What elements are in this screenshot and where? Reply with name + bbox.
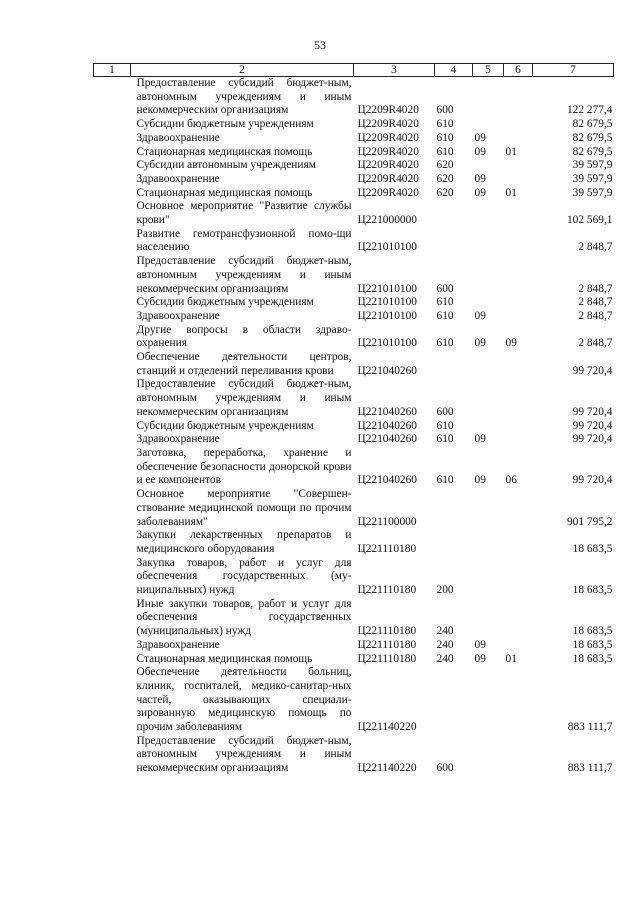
table-row: [94, 173, 614, 187]
section-code: 09: [474, 186, 486, 199]
item-name: Обеспечение деятельности центров, станций и отделений переливания крови: [136, 351, 352, 377]
section-code: [473, 666, 504, 735]
item-name: Стационарная медицинская помощь: [136, 186, 313, 199]
item-name: Основное мероприятие "Развитие службы крови": [136, 200, 352, 227]
expense-type-code: 610: [436, 131, 454, 144]
section-code: [473, 598, 504, 639]
row-number-cell: [94, 735, 131, 776]
amount: 39 597,9: [572, 186, 613, 199]
section-code: 09: [474, 145, 486, 158]
target-article-code: Ц221110180: [357, 542, 417, 555]
row-number-cell: [94, 529, 131, 556]
row-number-cell: [94, 228, 131, 255]
item-name: Субсидии бюджетным учреждениям: [136, 118, 314, 131]
subsection-code: [504, 159, 533, 173]
amount: 39 597,9: [572, 159, 613, 172]
row-number-cell: [94, 77, 131, 119]
amount: 2 848,7: [578, 282, 613, 295]
section-code: 09: [474, 131, 486, 144]
expense-type-code: 240: [436, 638, 454, 651]
amount: 18 683,5: [572, 625, 613, 638]
subsection-code: [504, 255, 533, 296]
target-article-code: Ц221040260: [357, 405, 417, 418]
table-row: [94, 378, 614, 419]
target-article-code: Ц221110180: [357, 638, 417, 651]
expense-type-code: [435, 666, 473, 735]
row-number-cell: [94, 118, 131, 132]
target-article-code: Ц2209R4020: [357, 104, 419, 117]
row-number-cell: [94, 324, 131, 351]
section-code: [473, 296, 504, 310]
table-row: [94, 77, 614, 119]
section-code: [473, 200, 504, 227]
column-header-1: 1: [94, 64, 131, 77]
amount: 82 679,5: [572, 145, 613, 158]
row-number-cell: [94, 173, 131, 187]
target-article-code: Ц221010100: [357, 282, 417, 295]
expense-type-code: 620: [436, 159, 454, 172]
expense-type-code: 240: [436, 652, 454, 665]
table-row: [94, 296, 614, 310]
row-number-cell: [94, 132, 131, 146]
table-row: [94, 200, 614, 227]
expense-type-code: 200: [436, 584, 454, 597]
section-code: [473, 159, 504, 173]
section-code: 09: [474, 433, 486, 446]
column-header-7: 7: [533, 64, 614, 77]
table-row: [94, 557, 614, 598]
section-code: [473, 228, 504, 255]
item-name: Стационарная медицинская помощь: [136, 145, 313, 158]
item-name: Иные закупки товаров, работ и услуг для обеспечения государственных (муниципальных) нужд: [136, 597, 352, 638]
subsection-code: [504, 639, 533, 653]
target-article-code: Ц2209R4020: [357, 172, 419, 185]
row-number-cell: [94, 420, 131, 434]
section-code: 09: [474, 652, 486, 665]
amount: 2 848,7: [578, 241, 613, 254]
row-number-cell: [94, 639, 131, 653]
table-row: [94, 187, 614, 201]
item-name: Здравоохранение: [136, 131, 220, 144]
target-article-code: Ц221040260: [357, 474, 417, 487]
table-row: [94, 310, 614, 324]
target-article-code: Ц221010100: [357, 309, 417, 322]
item-name: Субсидии бюджетным учреждениям: [136, 296, 314, 309]
table-row: [94, 653, 614, 667]
target-article-code: Ц221010100: [357, 296, 417, 309]
table-row: [94, 488, 614, 529]
expense-type-code: 600: [436, 762, 454, 775]
subsection-code: [504, 420, 533, 434]
item-name: Основное мероприятие "Совершен-ствование медицинской помощи по прочим заболеваниям": [136, 488, 352, 528]
table-row: [94, 228, 614, 255]
item-name: Здравоохранение: [136, 433, 220, 446]
amount: 18 683,5: [572, 584, 613, 597]
target-article-code: Ц221040260: [357, 419, 417, 432]
item-name: Здравоохранение: [136, 638, 220, 651]
expense-type-code: 620: [436, 186, 454, 199]
table-row: [94, 639, 614, 653]
expense-type-code: [435, 200, 473, 227]
expense-type-code: 610: [436, 419, 454, 432]
subsection-code: [504, 296, 533, 310]
subsection-code: [504, 488, 533, 529]
amount: 2 848,7: [578, 296, 613, 309]
amount: 39 597,9: [572, 172, 613, 185]
section-code: [473, 351, 504, 378]
expense-type-code: [435, 529, 473, 556]
amount: 2 848,7: [578, 309, 613, 322]
row-number-cell: [94, 200, 131, 227]
subsection-code: [504, 378, 533, 419]
item-name: Предоставление субсидий бюджет-ным, автономным учреждениям и иным некоммерческим организациям: [136, 77, 352, 117]
subsection-code: 01: [505, 652, 517, 665]
target-article-code: Ц221100000: [357, 515, 417, 528]
page-number: 53: [314, 38, 326, 52]
subsection-code: 09: [505, 337, 517, 350]
subsection-code: 06: [505, 474, 517, 487]
row-number-cell: [94, 666, 131, 735]
item-name: Здравоохранение: [136, 172, 220, 185]
target-article-code: Ц2209R4020: [357, 145, 419, 158]
expense-type-code: 610: [436, 296, 454, 309]
row-number-cell: [94, 187, 131, 201]
row-number-cell: [94, 310, 131, 324]
subsection-code: 01: [505, 186, 517, 199]
expense-type-code: 240: [436, 625, 454, 638]
amount: 901 795,2: [566, 515, 613, 528]
section-code: 09: [474, 337, 486, 350]
item-name: Предоставление субсидий бюджет-ным, автономным учреждениям и иным некоммерческим организациям: [136, 734, 352, 775]
item-name: Обеспечение деятельности больниц, клиник, госпиталей, медико-санитар-ных частей, оказывающих специали-зированную медицинскую помощь по прочим заболеваниям: [136, 666, 352, 734]
row-number-cell: [94, 255, 131, 296]
amount: 99 720,4: [572, 433, 613, 446]
amount: 883 111,7: [567, 762, 613, 775]
row-number-cell: [94, 159, 131, 173]
row-number-cell: [94, 351, 131, 378]
expense-type-code: 620: [436, 172, 454, 185]
row-number-cell: [94, 488, 131, 529]
section-code: [473, 735, 504, 776]
expense-type-code: 610: [436, 309, 454, 322]
column-header-6: 6: [504, 64, 533, 77]
table-row: [94, 351, 614, 378]
row-number-cell: [94, 598, 131, 639]
amount: 2 848,7: [578, 337, 613, 350]
subsection-code: [504, 557, 533, 598]
amount: 82 679,5: [572, 118, 613, 131]
subsection-code: [504, 310, 533, 324]
item-name: Здравоохранение: [136, 309, 220, 322]
item-name: Субсидии бюджетным учреждениям: [136, 419, 314, 432]
table-row: [94, 132, 614, 146]
section-code: 09: [474, 309, 486, 322]
target-article-code: Ц2209R4020: [357, 131, 419, 144]
row-number-cell: [94, 296, 131, 310]
column-header-3: 3: [354, 64, 435, 77]
section-code: 09: [474, 172, 486, 185]
section-code: [473, 255, 504, 296]
expense-type-code: 610: [436, 118, 454, 131]
expense-type-code: 610: [436, 474, 454, 487]
table-row: [94, 146, 614, 160]
section-code: [473, 420, 504, 434]
section-code: [473, 488, 504, 529]
expense-type-code: 600: [436, 282, 454, 295]
item-name: Развитие гемотрансфузионной помо-щи населению: [136, 227, 352, 254]
amount: 122 277,4: [566, 104, 613, 117]
budget-table: [93, 63, 614, 776]
subsection-code: 01: [505, 145, 517, 158]
row-number-cell: [94, 378, 131, 419]
item-name: Предоставление субсидий бюджет-ным, автономным учреждениям и иным некоммерческим организациям: [136, 378, 352, 418]
target-article-code: Ц221040260: [357, 364, 417, 377]
amount: 82 679,5: [572, 131, 613, 144]
subsection-code: [504, 529, 533, 556]
subsection-code: [504, 598, 533, 639]
table-body: [94, 77, 614, 776]
item-name: Закупка товаров, работ и услуг для обеспечения государственных (му-ниципальных) нужд: [136, 556, 352, 597]
item-name: Предоставление субсидий бюджет-ным, автономным учреждениям и иным некоммерческим организациям: [136, 255, 352, 295]
target-article-code: Ц221110180: [357, 625, 417, 638]
row-number-cell: [94, 653, 131, 667]
section-code: [473, 77, 504, 119]
target-article-code: Ц221110180: [357, 584, 417, 597]
row-number-cell: [94, 433, 131, 447]
amount: 18 683,5: [572, 638, 613, 651]
table-row: [94, 447, 614, 488]
item-name: Стационарная медицинская помощь: [136, 652, 313, 665]
target-article-code: Ц221000000: [357, 214, 417, 227]
amount: 883 111,7: [567, 721, 613, 734]
subsection-code: [504, 77, 533, 119]
target-article-code: Ц221140220: [357, 762, 417, 775]
subsection-code: [504, 666, 533, 735]
section-code: 09: [474, 474, 486, 487]
target-article-code: Ц221010100: [357, 337, 417, 350]
target-article-code: Ц2209R4020: [357, 118, 419, 131]
table-row: [94, 735, 614, 776]
amount: 99 720,4: [572, 419, 613, 432]
subsection-code: [504, 173, 533, 187]
amount: 99 720,4: [572, 405, 613, 418]
table-row: [94, 420, 614, 434]
row-number-cell: [94, 146, 131, 160]
amount: 18 683,5: [572, 542, 613, 555]
expense-type-code: [435, 228, 473, 255]
amount: 102 569,1: [566, 214, 613, 227]
row-number-cell: [94, 447, 131, 488]
column-header-2: 2: [131, 64, 354, 77]
item-name: Субсидии автономным учреждениям: [136, 159, 316, 172]
section-code: 09: [474, 638, 486, 651]
target-article-code: Ц221040260: [357, 433, 417, 446]
target-article-code: Ц221010100: [357, 241, 417, 254]
target-article-code: Ц2209R4020: [357, 159, 419, 172]
item-name: Заготовка, переработка, хранение и обеспечение безопасности донорской крови и ее компонентов: [136, 446, 352, 487]
target-article-code: Ц2209R4020: [357, 186, 419, 199]
expense-type-code: [435, 488, 473, 529]
table-row: [94, 598, 614, 639]
subsection-code: [504, 433, 533, 447]
table-row: [94, 529, 614, 556]
subsection-code: [504, 351, 533, 378]
item-name: Закупки лекарственных препаратов и медицинского оборудования: [136, 529, 352, 555]
target-article-code: Ц221140220: [357, 721, 417, 734]
table-row: [94, 433, 614, 447]
table-row: [94, 159, 614, 173]
target-article-code: Ц221110180: [357, 652, 417, 665]
expense-type-code: 610: [436, 337, 454, 350]
table-row: [94, 324, 614, 351]
subsection-code: [504, 735, 533, 776]
column-number-header: [94, 64, 614, 77]
subsection-code: [504, 200, 533, 227]
expense-type-code: 600: [436, 405, 454, 418]
subsection-code: [504, 228, 533, 255]
table-row: [94, 666, 614, 735]
expense-type-code: [435, 351, 473, 378]
column-header-4: 4: [435, 64, 473, 77]
item-name: Другие вопросы в области здраво-охранения: [136, 323, 352, 350]
expense-type-code: 600: [436, 104, 454, 117]
subsection-code: [504, 132, 533, 146]
table-row: [94, 255, 614, 296]
row-number-cell: [94, 557, 131, 598]
column-header-5: 5: [473, 64, 504, 77]
section-code: [473, 557, 504, 598]
section-code: [473, 118, 504, 132]
amount: 18 683,5: [572, 652, 613, 665]
expense-type-code: 610: [436, 145, 454, 158]
table-row: [94, 118, 614, 132]
section-code: [473, 378, 504, 419]
subsection-code: [504, 118, 533, 132]
amount: 99 720,4: [572, 474, 613, 487]
section-code: [473, 529, 504, 556]
amount: 99 720,4: [572, 364, 613, 377]
expense-type-code: 610: [436, 433, 454, 446]
